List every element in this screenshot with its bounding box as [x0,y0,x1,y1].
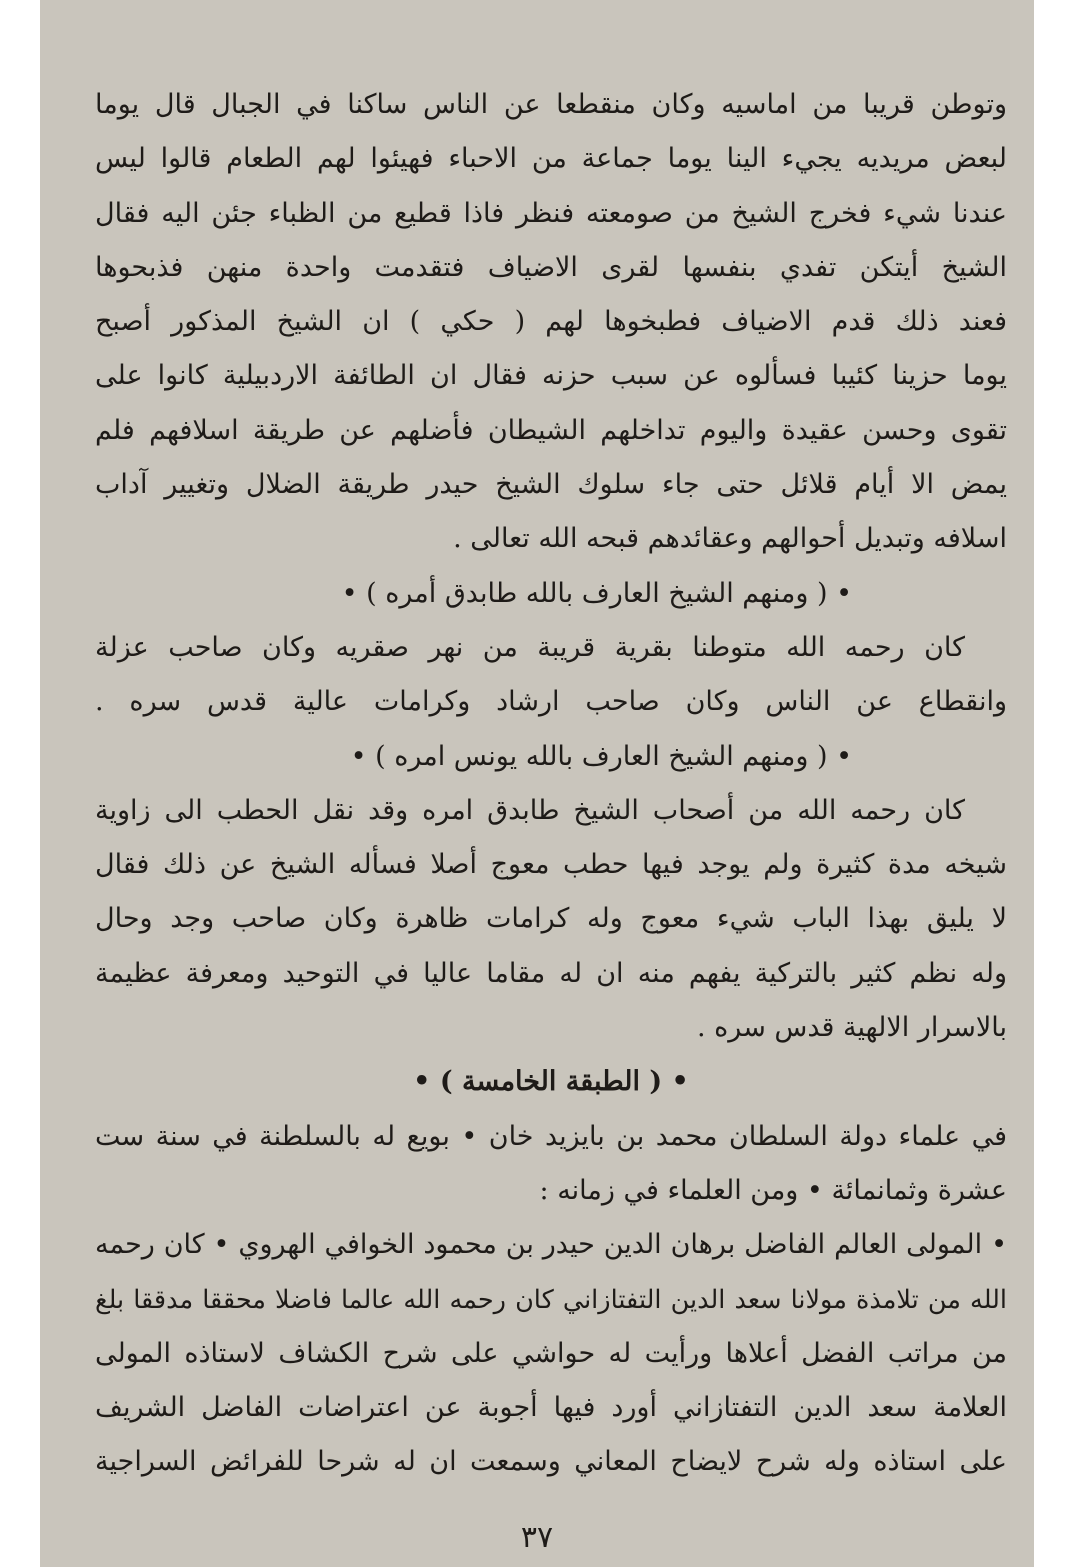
page-text [95,78,1007,1490]
page-number: ٣٧ [520,1520,554,1555]
text-line: في علماء دولة السلطان محمد بن بايزيد خان • بويع له بالسلطنة في سنة ست [95,1120,1007,1152]
text-line: شيخه مدة كثيرة ولم يوجد فيها حطب معوج أصلا فسأله الشيخ عن ذلك فقال [95,849,1007,881]
text-line: وانقطاع عن الناس وكان صاحب ارشاد وكرامات عالية قدس سره . [95,686,1007,718]
text-line: عشرة وثمانمائة • ومن العلماء في زمانه : [539,1174,1007,1206]
text-line: بالاسرار الالهية قدس سره . [696,1012,1007,1044]
text-line: الشيخ أيتكن تفدي بنفسها لقرى الاضياف فتقدمت واحدة منهن فذبحوها [95,251,1007,283]
text-line: العلامة سعد الدين التفتازاني أورد فيها أجوبة عن اعتراضات الفاضل الشريف [95,1392,1007,1424]
text-line: وتوطن قريبا من اماسيه وكان منقطعا عن الناس ساكنا في الجبال قال يوما [95,89,1007,120]
text-line: يوما حزينا كئيبا فسألوه عن سبب حزنه فقال ان الطائفة الاردبيلية كانوا على [95,360,1007,392]
text-line: لبعض مريديه يجيء الينا يوما جماعة من الاحباء فهيئوا لهم الطعام قالوا ليس [95,143,1007,175]
text-line: الله من تلامذة مولانا سعد الدين التفتازاني كان رحمه الله عالما فاضلا محققا مدققا بلغ [95,1284,1007,1315]
text-line: كان رحمه الله متوطنا بقرية قريبة من نهر صقريه وكان صاحب عزلة [95,631,965,663]
text-line: تقوى وحسن عقيدة واليوم تداخلهم الشيطان فأضلهم عن طريقة اسلافهم فلم [95,414,1007,446]
text-line: • المولى العالم الفاضل برهان الدين حيدر بن محمود الخوافي الهروي • كان رحمه [95,1229,1007,1261]
text-line: على استاذه وله شرح لايضاح المعاني وسمعت ان له شرحا للفرائض السراجية [95,1446,1007,1478]
text-line: عندنا شيء فخرج الشيخ من صومعته فنظر فاذا قطيع من الظباء جئن اليه فقال [95,197,1007,229]
entry-heading: • ( ومنهم الشيخ العارف بالله يونس امره ) • [350,740,852,772]
section-title: • ( الطبقة الخامسة ) • [413,1066,689,1098]
text-line: اسلافه وتبديل أحوالهم وعقائدهم قبحه الله تعالى . [453,523,1007,555]
text-line: يمض الا أيام قلائل حتى جاء سلوك الشيخ حيدر طريقة الضلال وتغيير آداب [95,469,1007,501]
text-line: فعند ذلك قدم الاضياف فطبخوها لهم ( حكي ) ان الشيخ المذكور أصبح [95,306,1007,338]
entry-heading: • ( ومنهم الشيخ العارف بالله طابدق أمره ) • [341,577,852,609]
text-line: وله نظم كثير بالتركية يفهم منه ان له مقاما عاليا في التوحيد ومعرفة عظيمة [95,957,1007,989]
book-page [40,0,1034,1567]
text-line: لا يليق بهذا الباب شيء معوج وله كرامات ظاهرة وكان صاحب وجد وحال [95,903,1007,935]
text-line: كان رحمه الله من أصحاب الشيخ طابدق امره وقد نقل الحطب الى زاوية [95,794,965,826]
text-line: من مراتب الفضل أعلاها ورأيت له حواشي على شرح الكشاف لاستاذه المولى [95,1337,1007,1369]
